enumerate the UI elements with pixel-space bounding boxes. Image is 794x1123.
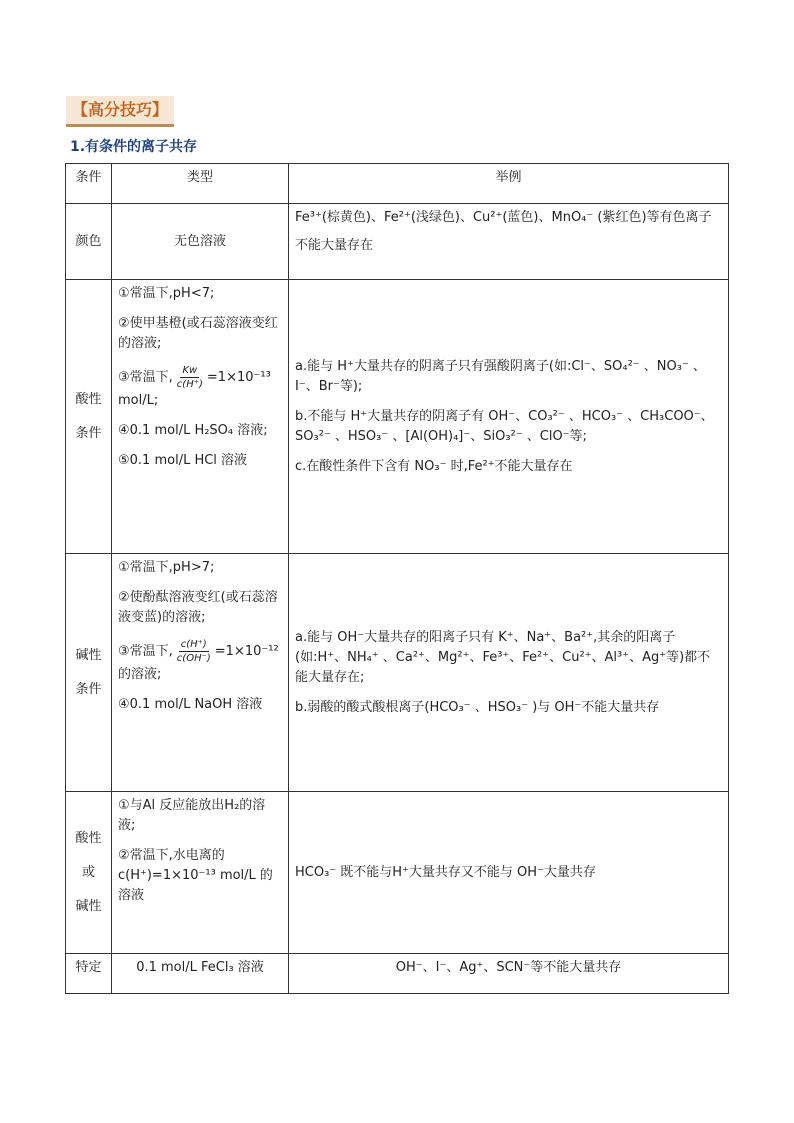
acid-type-1: ①常温下,pH<7;: [118, 286, 215, 301]
acid-example-a: a.能与 H⁺大量共存的阴离子只有强酸阴离子(如:Cl⁻、SO₄²⁻ 、NO₃⁻ 、I⁻、Br⁻等);: [295, 358, 706, 394]
acid-type-3-prefix: ③常温下,: [118, 370, 173, 385]
either-types: [112, 792, 289, 954]
table-row-either: [66, 792, 729, 954]
header-condition: 条件: [66, 164, 112, 204]
ratio-fraction: [175, 638, 213, 665]
base-example-a: a.能与 OH⁻大量共存的阳离子只有 K⁺、Na⁺、Ba²⁺,其余的阳离子(如:H⁺、NH₄⁺ 、Ca²⁺、Mg²⁺、Fe³⁺、Fe²⁺、Cu²⁺、Al³⁺、Ag⁺等)都不能大量存在;: [295, 629, 711, 685]
either-condition: [66, 792, 112, 954]
color-example-line1: Fe³⁺(棕黄色)、Fe²⁺(浅绿色)、Cu²⁺(蓝色)、MnO₄⁻ (紫红色)等有色离子: [295, 210, 712, 225]
base-examples: [289, 554, 729, 792]
either-condition-a: 酸性: [75, 830, 102, 846]
acid-type-3-suffix: =1×10⁻¹³ mol/L;: [118, 370, 271, 408]
either-example: HCO₃⁻ 既不能与H⁺大量共存又不能与 OH⁻大量共存: [289, 792, 729, 954]
base-type-1: ①常温下,pH>7;: [118, 560, 215, 575]
specific-type: 0.1 mol/L FeCl₃ 溶液: [112, 954, 289, 994]
table-row-base: [66, 554, 729, 792]
either-type-2: ②常温下,水电离的 c(H⁺)=1×10⁻¹³ mol/L 的溶液: [118, 848, 273, 903]
either-type-1: ①与Al 反应能放出H₂的溶液;: [118, 798, 266, 833]
color-condition: 颜色: [66, 204, 112, 280]
ion-coexistence-table: [65, 163, 729, 994]
table-row-color: [66, 204, 729, 280]
header-type: 类型: [112, 164, 289, 204]
acid-type-5: ⑤0.1 mol/L HCl 溶液: [118, 453, 248, 468]
acid-example-c: c.在酸性条件下含有 NO₃⁻ 时,Fe²⁺不能大量存在: [295, 458, 573, 474]
header-example: 举例: [289, 164, 729, 204]
acid-type-4: ④0.1 mol/L H₂SO₄ 溶液;: [118, 423, 268, 438]
acid-condition-a: 酸性: [75, 391, 102, 407]
acid-type-3: [118, 364, 282, 411]
kw-fraction: [175, 364, 205, 391]
section-banner: 【高分技巧】: [66, 96, 174, 127]
acid-types: [112, 280, 289, 554]
acid-example-b: b.不能与 H⁺大量共存的阴离子有 OH⁻、CO₃²⁻ 、HCO₃⁻ 、CH₃COO⁻、SO₃²⁻ 、HSO₃⁻ 、[Al(OH)₄]⁻、SiO₃²⁻ 、ClO⁻等;: [295, 408, 714, 444]
ratio-fraction-num: c(H⁺): [180, 639, 207, 650]
acid-examples: [289, 280, 729, 554]
base-type-4: ④0.1 mol/L NaOH 溶液: [118, 697, 263, 712]
base-condition-b: 条件: [75, 681, 102, 697]
table-header-row: [66, 164, 729, 204]
specific-example: OH⁻、I⁻、Ag⁺、SCN⁻等不能大量共存: [289, 954, 729, 994]
table-row-specific: [66, 954, 729, 994]
base-condition-a: 碱性: [75, 647, 102, 663]
acid-condition: [66, 280, 112, 554]
base-type-3: [118, 638, 282, 685]
base-type-2: ②使酚酞溶液变红(或石蕊溶液变蓝)的溶液;: [118, 590, 278, 625]
either-condition-b: 或: [81, 864, 95, 880]
kw-fraction-den: c(H⁺): [176, 379, 203, 390]
ratio-fraction-den: c(OH⁻): [176, 653, 211, 664]
base-type-3-prefix: ③常温下,: [118, 644, 173, 659]
specific-condition: 特定: [66, 954, 112, 994]
color-example-line2: 不能大量存在: [295, 238, 374, 253]
color-type: 无色溶液: [112, 204, 289, 280]
section-heading: 1.有条件的离子共存: [70, 139, 198, 155]
acid-type-2: ②使甲基橙(或石蕊溶液变红的溶液;: [118, 316, 278, 351]
color-example: [289, 204, 729, 280]
base-types: [112, 554, 289, 792]
either-condition-c: 碱性: [75, 898, 102, 914]
table-row-acid: [66, 280, 729, 554]
base-condition: [66, 554, 112, 792]
base-example-b: b.弱酸的酸式酸根离子(HCO₃⁻ 、HSO₃⁻ )与 OH⁻不能大量共存: [295, 699, 660, 715]
kw-fraction-num: Kw: [182, 365, 198, 376]
acid-condition-b: 条件: [75, 425, 102, 441]
base-type-3-suffix: =1×10⁻¹² 的溶液;: [118, 644, 279, 682]
